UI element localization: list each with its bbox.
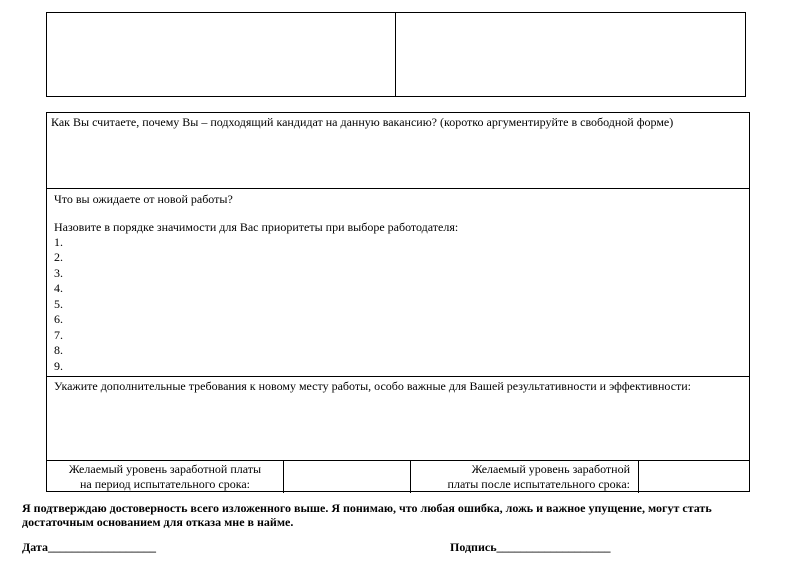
priority-number: 4. <box>54 281 63 295</box>
salary-trial-input[interactable] <box>284 461 411 493</box>
priority-number: 3. <box>54 266 63 280</box>
signature-field[interactable]: Подпись___________________ <box>450 540 611 554</box>
question-requirements: Укажите дополнительные требования к новому месту работы, особо важные для Вашей результативности и эффективности: <box>54 379 692 393</box>
question-why-candidate: Как Вы считаете, почему Вы – подходящий кандидат на данную вакансию? (коротко аргументируйте в свободной форме) <box>51 115 674 129</box>
top-table-divider <box>395 13 396 96</box>
salary-after-input[interactable] <box>639 461 751 493</box>
priority-number: 5. <box>54 297 63 311</box>
section-expectations[interactable] <box>47 189 749 377</box>
top-table <box>46 12 746 97</box>
salary-after-line2: платы после испытательного срока: <box>447 477 630 491</box>
section-requirements[interactable] <box>47 377 749 461</box>
salary-after-label <box>411 461 639 493</box>
priority-number: 6. <box>54 312 63 326</box>
priority-number: 2. <box>54 250 63 264</box>
confirmation-statement: Я подтверждаю достоверность всего изложенного выше. Я понимаю, что любая ошибка, ложь и важное упущение, могут стать достаточным основанием для отказа мне в найме. <box>22 501 712 529</box>
question-expectations: Что вы ожидаете от новой работы? <box>54 192 233 206</box>
question-priorities: Назовите в порядке значимости для Вас приоритеты при выборе работодателя: <box>54 220 459 234</box>
salary-after-line1: Желаемый уровень заработной <box>471 462 630 476</box>
salary-trial-line1: Желаемый уровень заработной платы <box>68 462 262 476</box>
salary-row <box>47 461 749 493</box>
priority-number: 7. <box>54 328 63 342</box>
priority-number: 9. <box>54 359 63 373</box>
priority-number: 1. <box>54 235 63 249</box>
priority-number: 8. <box>54 343 63 357</box>
section-why-candidate[interactable] <box>47 113 749 189</box>
date-field[interactable]: Дата__________________ <box>22 540 156 554</box>
questionnaire-table <box>46 112 750 492</box>
salary-trial-label <box>47 461 284 493</box>
salary-trial-line2: на период испытательного срока: <box>79 477 251 491</box>
